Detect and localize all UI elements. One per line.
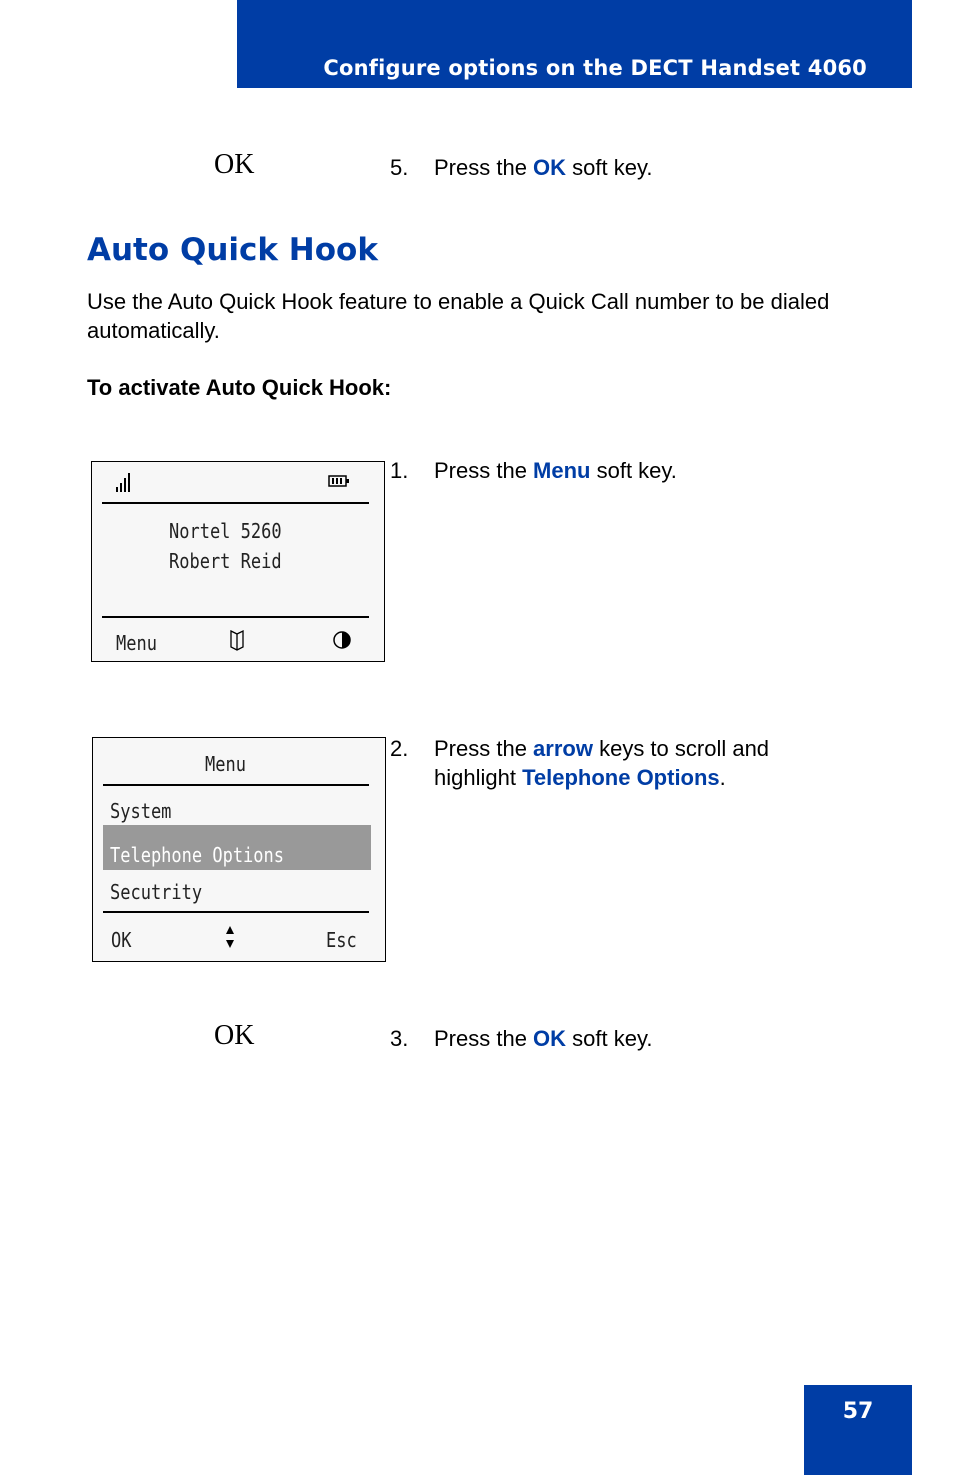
signal-strength-icon (114, 471, 134, 493)
step-text-mid: keys to scroll and highlight (434, 736, 770, 790)
contrast-icon[interactable] (332, 629, 352, 651)
scroll-arrows-icon[interactable] (225, 925, 235, 949)
step-text-post: soft key. (590, 458, 677, 483)
screen-divider (102, 502, 369, 504)
screen-divider (103, 911, 369, 913)
screen-divider (103, 784, 369, 786)
step-text (434, 456, 854, 485)
screen-line-1: Nortel 5260 (169, 519, 282, 543)
step-text (434, 1024, 854, 1053)
step-highlight: OK (533, 155, 567, 180)
step-text-pre: Press the (434, 458, 534, 483)
step-highlight: OK (533, 1026, 567, 1051)
phonebook-icon[interactable] (228, 628, 246, 652)
step-highlight-telephone-options: Telephone Options (522, 765, 720, 790)
softkey-ok[interactable]: OK (111, 928, 132, 952)
step-number: 5. (390, 155, 409, 180)
page-number-band (804, 1385, 912, 1475)
procedure-title: To activate Auto Quick Hook: (87, 375, 392, 400)
step-number: 1. (390, 458, 409, 483)
menu-title: Menu (205, 752, 246, 776)
handset-screen-menu (92, 737, 386, 962)
screen-divider (102, 616, 369, 618)
step-text-pre: Press the (434, 1026, 534, 1051)
header-title: Configure options on the DECT Handset 4060 (323, 56, 867, 80)
step-number: 3. (390, 1026, 409, 1051)
step-text (434, 734, 854, 792)
step-text-post: soft key. (566, 155, 653, 180)
section-intro: Use the Auto Quick Hook feature to enable a Quick Call number to be dialed automatically. (87, 289, 830, 343)
menu-item-security[interactable]: Secutrity (110, 880, 203, 904)
battery-icon (328, 474, 350, 488)
ok-key-label: OK (214, 149, 255, 180)
step-text-post: . (719, 765, 726, 790)
step-highlight-arrow: arrow (533, 736, 593, 761)
step-text (434, 153, 854, 182)
screen-line-2: Robert Reid (169, 549, 282, 573)
step-highlight: Menu (533, 458, 591, 483)
step-text-pre: Press the (434, 155, 534, 180)
section-title: Auto Quick Hook (87, 232, 378, 268)
page-number: 57 (842, 1399, 874, 1424)
ok-key-label: OK (214, 1020, 255, 1051)
header-band (237, 0, 912, 88)
softkey-esc[interactable]: Esc (326, 928, 357, 952)
softkey-menu[interactable]: Menu (116, 631, 157, 655)
step-number: 2. (390, 736, 409, 761)
handset-screen-idle (91, 461, 385, 662)
step-text-pre: Press the (434, 736, 534, 761)
menu-item-system[interactable]: System (110, 799, 172, 823)
menu-item-telephone-options[interactable]: Telephone Options (110, 843, 284, 867)
step-text-post: soft key. (566, 1026, 653, 1051)
